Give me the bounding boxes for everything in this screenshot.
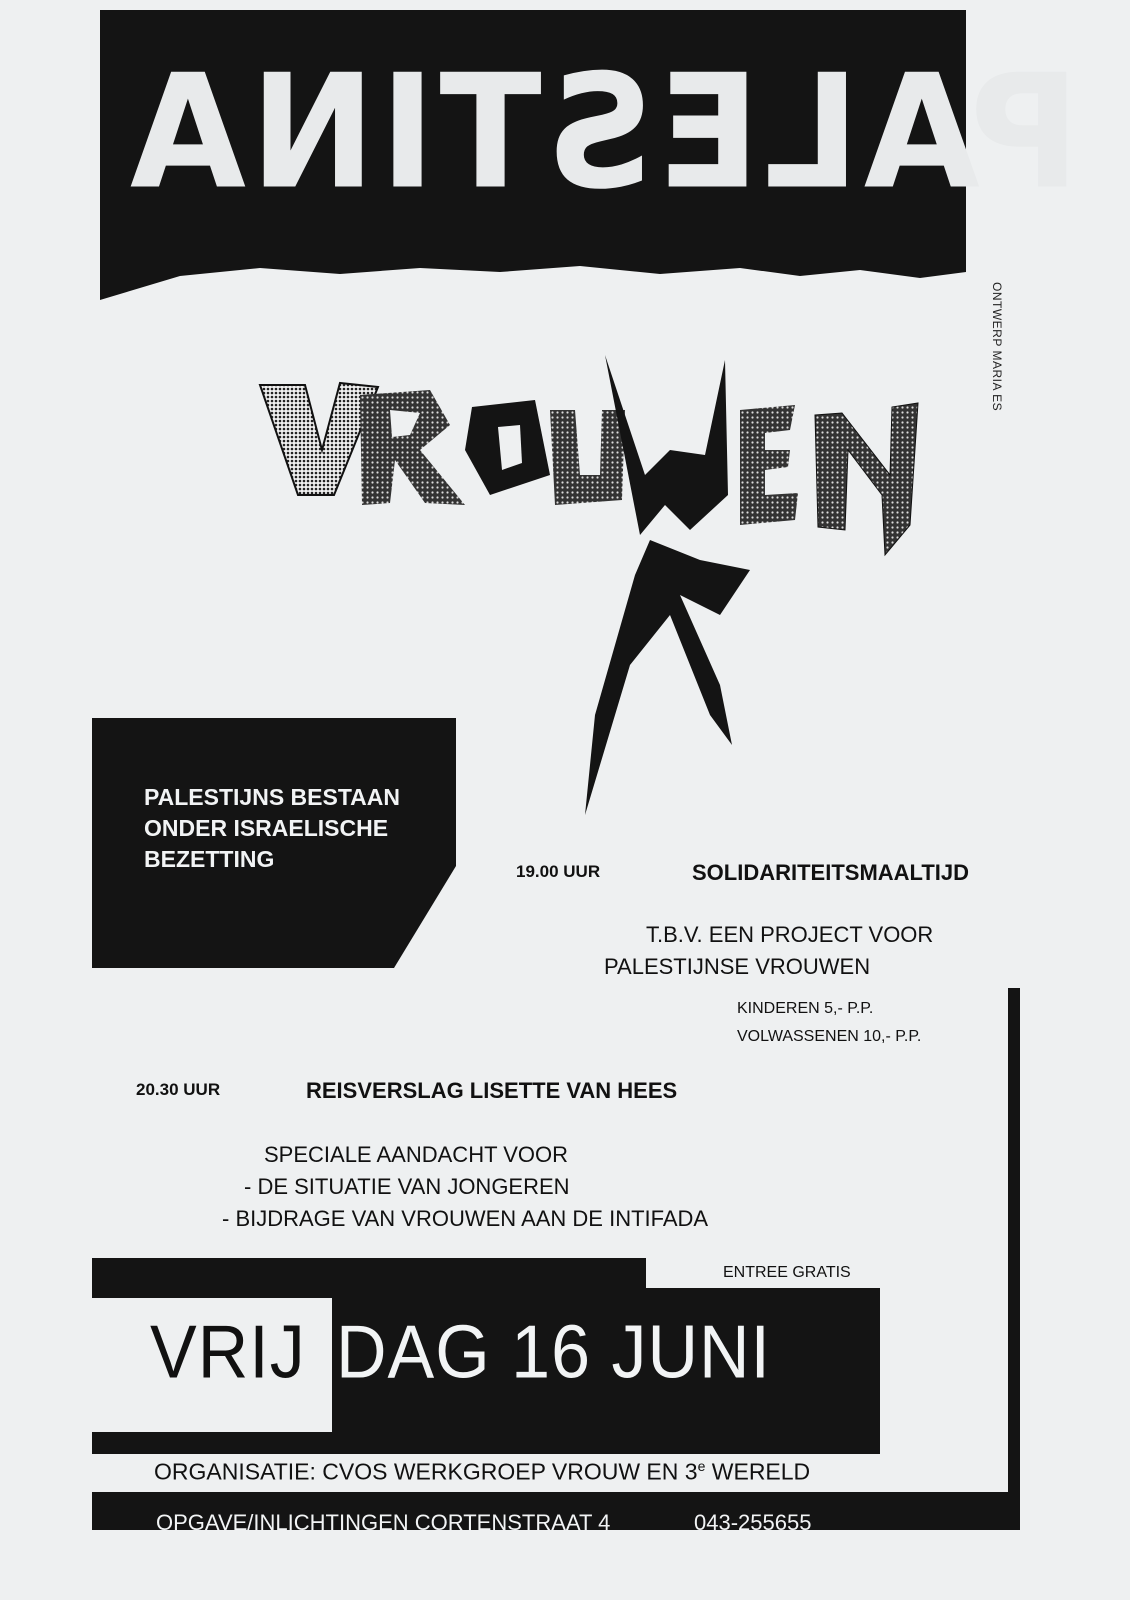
organisation-suffix: WERELD	[705, 1458, 811, 1485]
event1-time: 19.00 UUR	[516, 862, 601, 881]
theme-line-3: BEZETTING	[144, 846, 275, 872]
letter-r	[360, 390, 465, 505]
event1-desc-1: T.B.V. EEN PROJECT VOOR	[646, 922, 934, 947]
event1-price-children: KINDEREN 5,- P.P.	[737, 1000, 874, 1017]
info-address: OPGAVE/INLICHTINGEN CORTENSTRAAT 4	[156, 1510, 611, 1535]
info-phone: 043-255655	[694, 1510, 812, 1535]
date-block-shape	[92, 1258, 1022, 1530]
theme-box	[92, 718, 456, 988]
banner-title-mirrored: PALESTINA	[125, 41, 1080, 225]
letter-e	[740, 405, 798, 525]
date-day-part1: VRIJ	[150, 1309, 306, 1394]
event1-desc-2: PALESTIJNSE VROUWEN	[604, 954, 871, 979]
designer-credit: ONTWERP MARIA ES	[990, 282, 1004, 412]
event2-title: REISVERSLAG LISETTE VAN HEES	[306, 1078, 678, 1103]
entry-free: ENTREE GRATIS	[723, 1264, 851, 1281]
organisation-superscript: e	[697, 1458, 706, 1474]
letter-o	[465, 400, 550, 495]
theme-line-1: PALESTIJNS BESTAAN	[144, 784, 401, 810]
theme-text	[144, 782, 400, 875]
organisation-line	[154, 1458, 810, 1486]
letter-u	[550, 410, 625, 505]
date-day-part2: DAG 16 JUNI	[336, 1309, 771, 1394]
letter-w	[605, 355, 728, 535]
organisation-prefix: ORGANISATIE: CVOS WERKGROEP VROUW EN 3	[154, 1458, 698, 1485]
event1-price-adults: VOLWASSENEN 10,- P.P.	[737, 1028, 922, 1045]
theme-line-2: ONDER ISRAELISCHE	[144, 815, 389, 841]
event2-desc-2: - DE SITUATIE VAN JONGEREN	[244, 1174, 570, 1199]
event1-title: SOLIDARITEITSMAALTIJD	[692, 860, 970, 885]
event2-time: 20.30 UUR	[136, 1080, 221, 1099]
letter-n	[815, 403, 918, 555]
title-banner	[100, 10, 1080, 300]
event2-desc-1: SPECIALE AANDACHT VOOR	[264, 1142, 569, 1167]
letter-m-lightning	[585, 540, 750, 815]
event2-desc-3: - BIJDRAGE VAN VROUWEN AAN DE INTIFADA	[222, 1206, 709, 1231]
